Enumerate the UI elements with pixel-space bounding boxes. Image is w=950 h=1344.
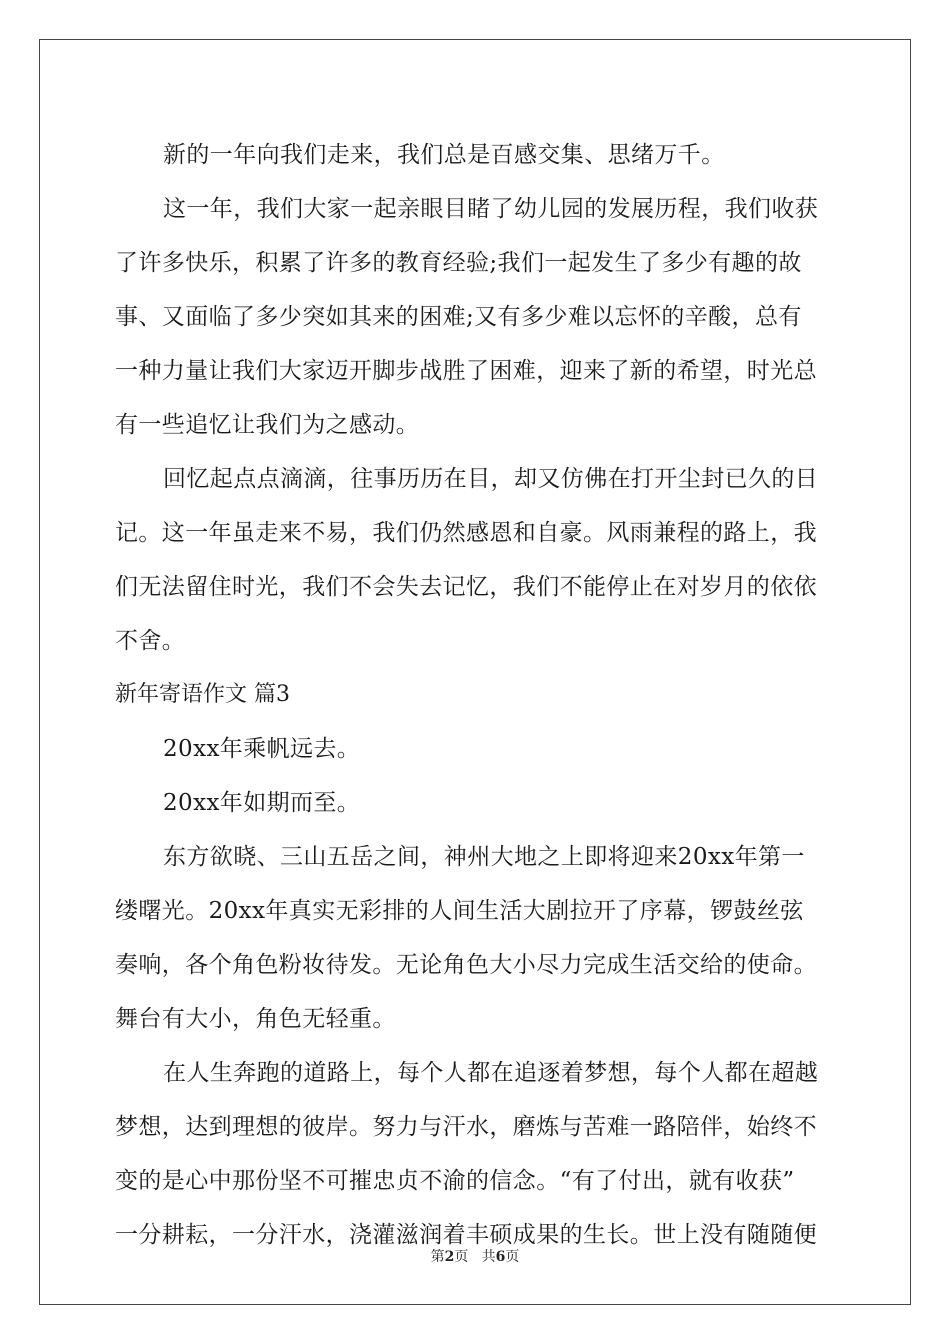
text-line: 了许多快乐，积累了许多的教育经验;我们一起发生了多少有趣的故 xyxy=(115,250,802,276)
text-line: 回忆起点点滴滴，往事历历在目，却又仿佛在打开尘封已久的日 xyxy=(163,466,819,492)
text-line: 这一年，我们大家一起亲眼目睹了幼儿园的发展历程，我们收获 xyxy=(163,196,819,222)
page-footer xyxy=(0,1246,950,1266)
text-line: 一分耕耘，一分汗水，浇灌滋润着丰硕成果的生长。世上没有随随便 xyxy=(115,1222,817,1248)
text-line: 缕曙光。20xx年真实无彩排的人间生活大剧拉开了序幕，锣鼓丝弦 xyxy=(115,898,804,924)
text-line: 们无法留住时光，我们不会失去记忆，我们不能停止在对岁月的依依 xyxy=(115,574,817,600)
total-suffix: 页 xyxy=(505,1249,520,1265)
page-prefix: 第 xyxy=(430,1249,445,1265)
text-line: 变的是心中那份坚不可摧忠贞不渝的信念。“有了付出，就有收获” xyxy=(115,1168,795,1194)
text-line: 一种力量让我们大家迈开脚步战胜了困难，迎来了新的希望，时光总 xyxy=(115,358,817,384)
text-line: 奏响，各个角色粉妆待发。无论角色大小尽力完成生活交给的使命。 xyxy=(115,952,817,978)
text-line: 新的一年向我们走来，我们总是百感交集、思绪万千。 xyxy=(163,142,725,168)
text-line: 不舍。 xyxy=(115,628,186,654)
text-line: 梦想，达到理想的彼岸。努力与汗水，磨炼与苦难一路陪伴，始终不 xyxy=(115,1114,817,1140)
text-line: 20xx年如期而至。 xyxy=(163,790,361,816)
section-heading: 新年寄语作文 篇3 xyxy=(115,682,290,707)
page-suffix: 页 xyxy=(454,1249,469,1265)
text-line: 舞台有大小，角色无轻重。 xyxy=(115,1006,396,1032)
total-pages-number: 6 xyxy=(495,1249,506,1265)
text-line: 记。这一年虽走来不易，我们仍然感恩和自豪。风雨兼程的路上，我 xyxy=(115,520,817,546)
total-prefix: 共 xyxy=(481,1249,496,1265)
current-page-number: 2 xyxy=(444,1249,455,1265)
text-line: 东方欲晓、三山五岳之间，神州大地之上即将迎来20xx年第一 xyxy=(163,844,805,870)
text-line: 20xx年乘帆远去。 xyxy=(163,736,361,762)
text-line: 有一些追忆让我们为之感动。 xyxy=(115,412,420,438)
text-line: 在人生奔跑的道路上，每个人都在追逐着梦想，每个人都在超越 xyxy=(163,1060,819,1086)
document-body xyxy=(115,128,835,1262)
text-line: 事、又面临了多少突如其来的困难;又有多少难以忘怀的辛酸，总有 xyxy=(115,304,802,330)
